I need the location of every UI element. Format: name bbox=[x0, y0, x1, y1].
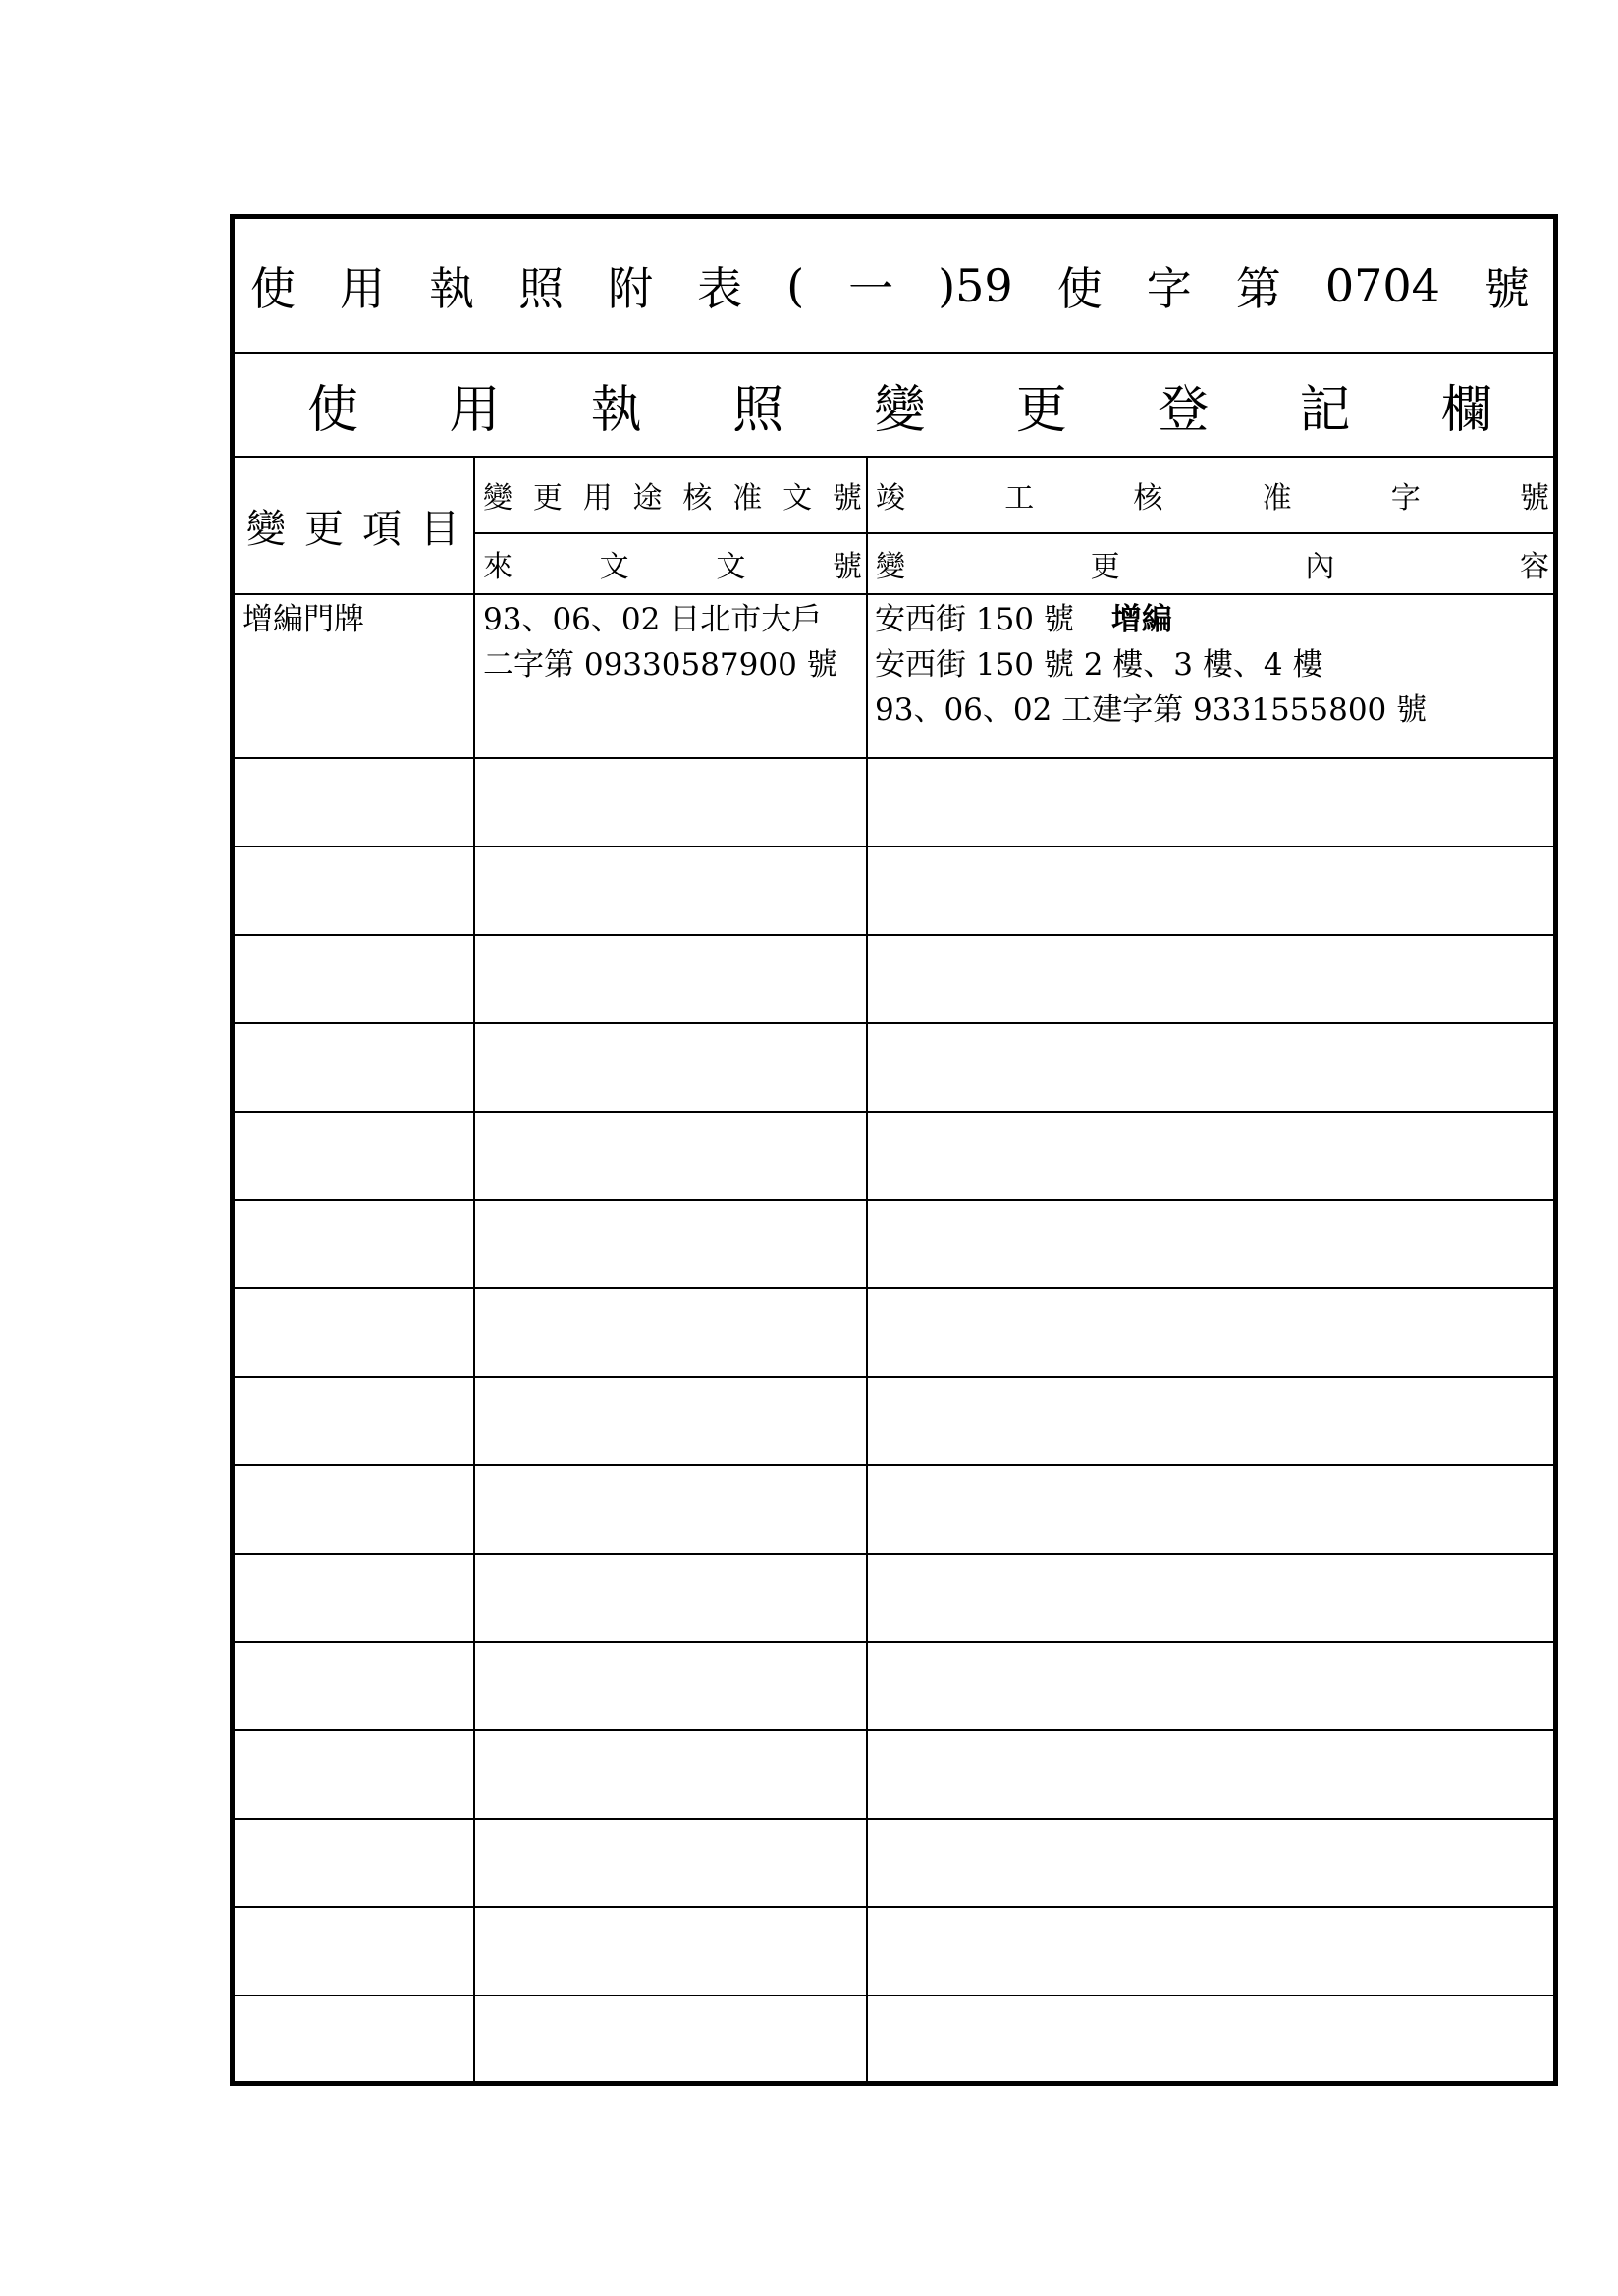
header-completion-approval-number: 竣 工 核 准 字 號 bbox=[876, 481, 1549, 516]
entry-content-line: 93、06、02 工建字第 9331555800 號 bbox=[875, 692, 1428, 728]
row-divider bbox=[235, 1376, 1553, 1378]
divider bbox=[235, 593, 1553, 595]
form-title bbox=[235, 219, 1553, 352]
row-divider bbox=[235, 757, 1553, 759]
row-divider bbox=[235, 1199, 1553, 1201]
heading-char: 登 bbox=[1158, 380, 1210, 440]
license-form bbox=[230, 214, 1558, 2086]
entry-tag: 增編 bbox=[1110, 602, 1172, 637]
heading-char: 使 bbox=[307, 380, 359, 440]
row-divider bbox=[235, 1906, 1553, 1908]
row-divider bbox=[235, 1818, 1553, 1820]
license-number: 0704 bbox=[1324, 258, 1440, 312]
title-char: 號 bbox=[1483, 261, 1530, 315]
entry-ref-line: 二字第 09330587900 號 bbox=[483, 647, 837, 683]
heading-char: 記 bbox=[1299, 380, 1351, 440]
title-char: 表 bbox=[697, 261, 743, 315]
title-char: 第 bbox=[1235, 261, 1281, 315]
heading-char: 欄 bbox=[1440, 380, 1492, 440]
title-char: 字 bbox=[1146, 261, 1192, 315]
row-divider bbox=[235, 1022, 1553, 1024]
section-heading bbox=[235, 354, 1553, 456]
title-char: 執 bbox=[429, 261, 475, 315]
title-char: 附 bbox=[608, 261, 654, 315]
header-change-item: 變 更 項 目 bbox=[246, 506, 459, 552]
heading-char: 執 bbox=[590, 380, 642, 440]
row-divider bbox=[235, 1729, 1553, 1731]
title-char: ( bbox=[786, 258, 805, 312]
entry-reference-number bbox=[483, 597, 866, 687]
entry-change-content bbox=[875, 597, 1553, 733]
row-divider bbox=[235, 1287, 1553, 1289]
column-divider bbox=[473, 458, 475, 2081]
entry-change-item: 增編門牌 bbox=[243, 602, 364, 637]
entry-content-line: 安西街 150 號 2 樓、3 樓、4 樓 bbox=[875, 647, 1323, 683]
heading-char: 照 bbox=[732, 380, 784, 440]
heading-char: 變 bbox=[874, 380, 926, 440]
column-divider bbox=[866, 458, 868, 2081]
header-incoming-document-number: 來 文 文 號 bbox=[483, 550, 862, 584]
title-char: 用 bbox=[340, 261, 386, 315]
row-divider bbox=[235, 1553, 1553, 1555]
title-char: )59 bbox=[938, 258, 1013, 312]
heading-char: 用 bbox=[449, 380, 501, 440]
header-usage-approval-number: 變 更 用 途 核 准 文 號 bbox=[483, 481, 862, 516]
row-divider bbox=[235, 1995, 1553, 1996]
entry-ref-line: 93、06、02 日北市大戶 bbox=[483, 602, 823, 637]
row-divider bbox=[235, 1641, 1553, 1643]
title-char: 使 bbox=[1056, 261, 1103, 315]
divider bbox=[475, 532, 1553, 534]
row-divider bbox=[235, 1111, 1553, 1113]
title-char: 照 bbox=[518, 261, 565, 315]
title-char: 使 bbox=[250, 261, 296, 315]
entry-content-line: 安西街 150 號 增編 bbox=[875, 602, 1172, 637]
title-char: 一 bbox=[848, 261, 894, 315]
row-divider bbox=[235, 846, 1553, 847]
row-divider bbox=[235, 934, 1553, 936]
header-change-content: 變 更 內 容 bbox=[876, 550, 1549, 584]
heading-char: 更 bbox=[1015, 380, 1067, 440]
row-divider bbox=[235, 1464, 1553, 1466]
